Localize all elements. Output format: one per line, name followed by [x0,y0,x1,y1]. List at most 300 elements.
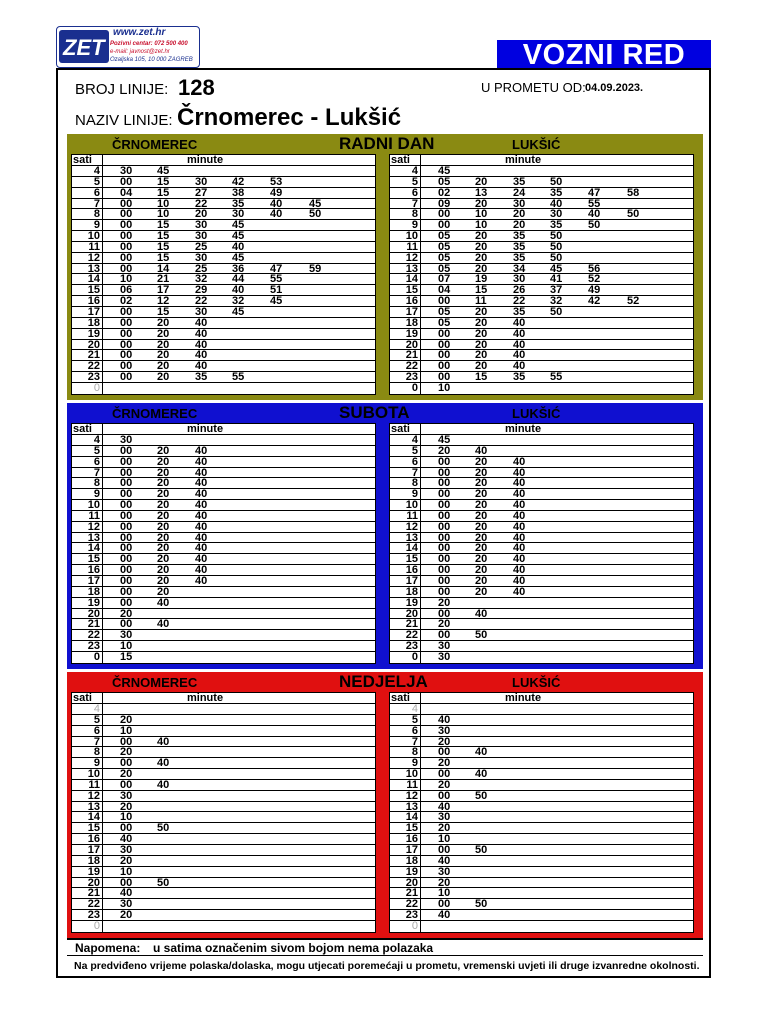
minute-cell: 50 [550,305,563,318]
minute-cell: 10 [120,865,133,878]
minute-cell: 00 [120,822,133,835]
minute-cell: 09 [438,197,451,210]
minute-cell: 53 [270,175,283,188]
minute-cell: 50 [157,876,170,889]
minute-cell: 00 [120,735,133,748]
table-row [390,910,693,921]
hour-cell: 19 [405,865,418,878]
hour-cell: 8 [93,208,100,221]
timetable-right [389,154,694,395]
table-row [72,489,375,500]
table-row [72,652,375,663]
hour-cell: 8 [93,477,100,490]
hour-cell: 22 [87,629,100,642]
hour-cell: 22 [87,360,100,373]
table-row [390,554,693,565]
minute-cell: 11 [475,295,487,308]
minute-cell: 00 [438,564,451,577]
timetable-left [71,423,376,664]
minute-cell: 42 [588,295,601,308]
hour-cell: 12 [405,789,418,802]
hour-cell: 8 [411,477,418,490]
minute-cell: 40 [475,607,488,620]
minute-cell: 36 [232,262,245,275]
minute-cell: 30 [438,640,451,653]
table-row [72,329,375,340]
hour-cell: 10 [87,230,100,243]
hour-cell: 15 [405,284,418,297]
minute-cell: 40 [475,444,488,457]
table-row [390,834,693,845]
hour-cell: 23 [87,640,100,653]
minute-cell: 20 [475,305,488,318]
table-row [390,565,693,576]
minute-cell: 20 [475,564,488,577]
hour-cell: 15 [405,553,418,566]
minute-cell: 00 [120,327,133,340]
table-row [390,587,693,598]
col-header-minute: minute [505,423,542,435]
table-row [390,478,693,489]
minute-cell: 20 [475,488,488,501]
minute-cell: 00 [438,520,451,533]
minute-cell: 20 [195,208,208,221]
minute-cell: 20 [120,746,133,759]
col-header-sati: sati [391,692,410,704]
table-row [72,921,375,932]
minute-cell: 40 [195,509,208,522]
minute-cell: 40 [157,778,170,791]
minute-cell: 35 [550,219,563,232]
minute-cell: 47 [270,262,283,275]
minute-cell: 20 [475,499,488,512]
hour-cell: 11 [406,240,418,253]
hour-cell: 9 [93,219,100,232]
hour-cell: 17 [405,305,418,318]
minute-cell: 50 [550,251,563,264]
minute-cell: 00 [120,531,133,544]
section-subota [67,403,703,669]
hour-cell: 19 [87,596,100,609]
hour-cell: 10 [87,768,100,781]
table-row [72,188,375,199]
minute-cell: 00 [120,230,133,243]
table-row [390,489,693,500]
table-row [72,878,375,889]
hour-cell: 18 [405,316,418,329]
col-header-sati: sati [73,692,92,704]
minute-cell: 00 [120,564,133,577]
minute-cell: 10 [120,811,133,824]
table-row [390,209,693,220]
col-header-sati: sati [391,154,410,166]
minute-cell: 00 [438,843,451,856]
table-row [72,533,375,544]
hour-cell: 15 [87,553,100,566]
minute-cell: 20 [475,509,488,522]
section-nedjelja [67,672,703,938]
minute-cell: 20 [475,251,488,264]
minute-cell: 12 [157,295,170,308]
section-header [67,134,703,154]
hour-cell: 23 [405,909,418,922]
minute-cell: 35 [513,305,526,318]
table-row [390,704,693,715]
hour-cell: 17 [87,574,100,587]
minute-cell: 50 [309,208,322,221]
minute-cell: 40 [195,531,208,544]
hour-cell: 0 [93,381,100,394]
minute-cell: 45 [232,230,245,243]
minute-cell: 00 [120,477,133,490]
hour-cell: 17 [405,843,418,856]
table-row [72,220,375,231]
minute-cell: 45 [309,197,322,210]
minute-cell: 00 [120,757,133,770]
minute-cell: 55 [232,371,245,384]
hour-cell: 13 [405,262,418,275]
hour-cell: 22 [405,898,418,911]
table-row [72,598,375,609]
table-row [72,845,375,856]
hour-cell: 16 [405,564,418,577]
broj-linije-label: BROJ LINIJE: [75,81,169,98]
table-row [390,372,693,383]
minute-cell: 20 [157,509,170,522]
minute-cell: 40 [195,499,208,512]
table-row [72,856,375,867]
minute-cell: 04 [438,284,451,297]
table-row [72,565,375,576]
table-row [390,543,693,554]
minute-cell: 22 [513,295,526,308]
table-row [390,296,693,307]
hour-cell: 6 [93,724,100,737]
minute-cell: 02 [120,295,133,308]
zet-email: e-mail: javnost@zet.hr [110,49,170,55]
minute-cell: 32 [550,295,563,308]
hour-cell: 4 [93,434,100,446]
table-row [390,867,693,878]
hour-cell: 6 [411,455,418,468]
minute-cell: 30 [232,208,245,221]
hour-cell: 5 [411,713,418,726]
hour-cell: 17 [87,305,100,318]
timetable-right [389,423,694,664]
table-row [390,264,693,275]
minute-cell: 40 [195,520,208,533]
minute-cell: 00 [120,455,133,468]
minute-cell: 30 [438,865,451,878]
table-row [390,823,693,834]
table-row [72,435,375,446]
table-row [72,823,375,834]
minute-cell: 00 [120,338,133,351]
hour-cell: 12 [87,251,100,264]
minute-cell: 20 [475,230,488,243]
minute-cell: 45 [550,262,563,275]
minute-cell: 20 [513,219,526,232]
table-row [72,576,375,587]
table-row [72,802,375,813]
table-row [72,888,375,899]
minute-cell: 20 [157,520,170,533]
hour-cell: 12 [87,789,100,802]
hour-cell: 17 [405,574,418,587]
minute-cell: 35 [550,186,563,199]
table-row [390,921,693,932]
table-row [72,209,375,220]
hour-cell: 0 [93,650,100,663]
table-header-row [390,424,693,435]
minute-cell: 45 [232,219,245,232]
table-row [72,780,375,791]
minute-cell: 00 [120,360,133,373]
hour-cell: 5 [93,175,100,188]
table-row [72,478,375,489]
table-row [390,242,693,253]
minute-cell: 20 [475,466,488,479]
minute-cell: 38 [232,186,245,199]
minute-cell: 20 [157,371,170,384]
table-header-row [72,155,375,166]
col-header-minute: minute [187,692,224,704]
minute-cell: 40 [195,574,208,587]
hour-cell: 0 [93,919,100,932]
table-row [72,457,375,468]
hour-cell: 11 [406,509,418,522]
table-row [72,511,375,522]
minute-cell: 10 [120,273,133,286]
table-row [72,899,375,910]
hour-cell: 4 [411,434,418,446]
minute-cell: 10 [475,208,488,221]
table-row [390,899,693,910]
hour-cell: 22 [405,360,418,373]
section-right-station: LUKŠIĆ [512,675,561,690]
table-row [72,296,375,307]
minute-cell: 20 [157,338,170,351]
minute-cell: 20 [157,349,170,362]
minute-cell: 04 [120,186,133,199]
minute-cell: 49 [588,284,601,297]
minute-cell: 30 [195,219,208,232]
table-row [72,758,375,769]
table-row [72,166,375,177]
minute-cell: 15 [157,219,170,232]
hour-cell: 0 [411,650,418,663]
hour-cell: 10 [87,499,100,512]
hour-cell: 12 [405,520,418,533]
minute-cell: 35 [513,240,526,253]
minute-cell: 20 [120,713,133,726]
section-left-station: ČRNOMEREC [112,137,198,152]
napomena-text: u satima označenim sivom bojom nema polazaka [153,941,434,955]
hour-cell: 14 [405,542,418,555]
minute-cell: 00 [120,349,133,362]
minute-cell: 20 [438,596,451,609]
hour-cell: 21 [405,349,418,362]
minute-cell: 40 [195,349,208,362]
minute-cell: 20 [157,574,170,587]
table-row [390,619,693,630]
table-row [390,845,693,856]
minute-cell: 40 [513,349,526,362]
minute-cell: 40 [232,284,245,297]
minute-cell: 50 [475,898,488,911]
table-row [390,446,693,457]
hour-cell: 9 [411,488,418,501]
minute-cell: 05 [438,175,451,188]
hour-cell: 15 [87,284,100,297]
minute-cell: 40 [157,757,170,770]
minute-cell: 20 [157,466,170,479]
hour-cell: 18 [87,316,100,329]
table-row [390,856,693,867]
table-row [390,726,693,737]
minute-cell: 00 [438,585,451,598]
minute-cell: 20 [157,531,170,544]
minute-cell: 20 [157,477,170,490]
minute-cell: 00 [120,596,133,609]
hour-cell: 14 [405,811,418,824]
section-right-station: LUKŠIĆ [512,137,561,152]
table-row [390,383,693,394]
minute-cell: 00 [438,219,451,232]
table-row [390,166,693,177]
table-row [390,361,693,372]
minute-cell: 20 [438,822,451,835]
minute-cell: 00 [438,607,451,620]
zet-address: Ozaljska 105, 10 000 ZAGREB [110,57,193,63]
minute-cell: 00 [120,488,133,501]
minute-cell: 40 [513,564,526,577]
table-row [72,910,375,921]
table-row [390,522,693,533]
minute-cell: 40 [195,316,208,329]
hour-cell: 19 [405,327,418,340]
minute-cell: 30 [195,251,208,264]
broj-linije-value: 128 [178,75,215,100]
table-row [72,812,375,823]
minute-cell: 00 [438,466,451,479]
minute-cell: 05 [438,240,451,253]
minute-cell: 40 [157,618,170,631]
hour-cell: 21 [405,887,418,900]
minute-cell: 20 [157,488,170,501]
minute-cell: 00 [438,327,451,340]
minute-cell: 25 [195,262,208,275]
minute-cell: 40 [195,488,208,501]
hour-cell: 17 [87,843,100,856]
minute-cell: 00 [120,316,133,329]
hour-cell: 22 [405,629,418,642]
table-row [390,177,693,188]
minute-cell: 44 [232,273,245,286]
minute-cell: 10 [438,381,451,394]
minute-cell: 00 [438,746,451,759]
table-row [390,533,693,544]
minute-cell: 00 [438,349,451,362]
table-row [72,737,375,748]
hour-cell: 20 [87,607,100,620]
table-header-row [390,693,693,704]
minute-cell: 40 [513,455,526,468]
minute-cell: 40 [513,477,526,490]
hour-cell: 23 [405,371,418,384]
minute-cell: 22 [195,197,208,210]
minute-cell: 30 [195,230,208,243]
hour-cell: 13 [87,531,100,544]
minute-cell: 20 [157,444,170,457]
minute-cell: 00 [438,789,451,802]
table-row [390,329,693,340]
hour-cell: 19 [87,865,100,878]
table-row [390,253,693,264]
table-row [390,220,693,231]
zet-logo [56,26,200,68]
minute-cell: 40 [438,713,451,726]
minute-cell: 20 [475,338,488,351]
napomena-label: Napomena: [75,941,141,955]
col-header-minute: minute [187,154,224,166]
minute-cell: 07 [438,273,451,286]
hour-cell: 18 [87,585,100,598]
hour-cell: 10 [405,230,418,243]
minute-cell: 00 [120,240,133,253]
minute-cell: 14 [157,262,170,275]
minute-cell: 20 [157,455,170,468]
minute-cell: 40 [195,466,208,479]
minute-cell: 20 [157,553,170,566]
table-row [72,704,375,715]
hour-cell: 20 [405,338,418,351]
table-row [72,715,375,726]
hour-cell: 9 [93,488,100,501]
minute-cell: 20 [438,757,451,770]
minute-cell: 30 [120,789,133,802]
minute-cell: 40 [438,800,451,813]
minute-cell: 30 [195,305,208,318]
minute-cell: 50 [588,219,601,232]
minute-cell: 20 [475,360,488,373]
hour-cell: 11 [88,509,100,522]
table-row [72,350,375,361]
minute-cell: 00 [120,520,133,533]
col-header-sati: sati [73,423,92,435]
minute-cell: 40 [195,564,208,577]
minute-cell: 00 [438,455,451,468]
minute-cell: 40 [120,833,133,846]
hour-cell: 6 [93,186,100,199]
minute-cell: 10 [157,208,170,221]
table-row [72,274,375,285]
col-header-sati: sati [391,423,410,435]
minute-cell: 40 [475,768,488,781]
table-row [72,630,375,641]
minute-cell: 35 [513,175,526,188]
table-row [390,576,693,587]
table-row [390,802,693,813]
table-row [72,242,375,253]
minute-cell: 20 [475,349,488,362]
minute-cell: 30 [438,724,451,737]
minute-cell: 20 [475,327,488,340]
table-row [72,791,375,802]
hour-cell: 8 [411,208,418,221]
hour-cell: 21 [87,349,100,362]
minute-cell: 02 [438,186,451,199]
